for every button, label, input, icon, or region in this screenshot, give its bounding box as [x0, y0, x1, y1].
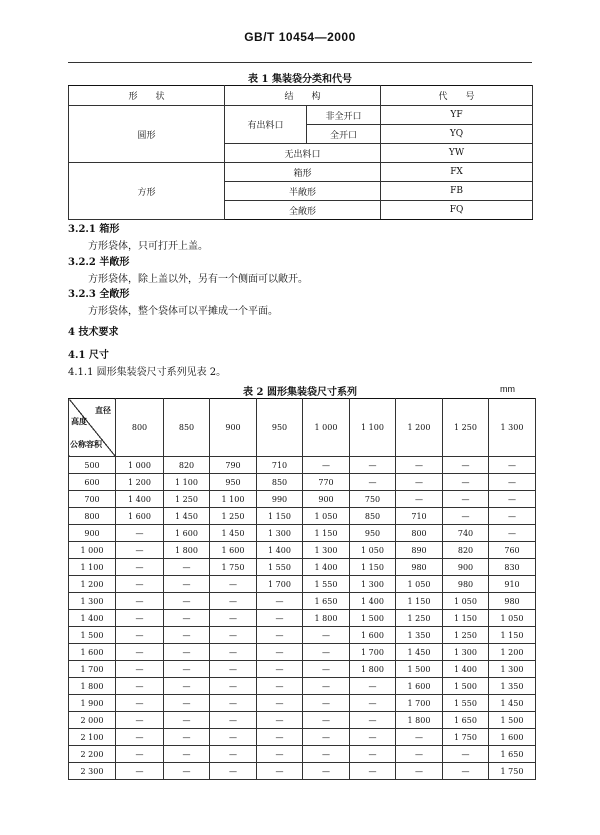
height-cell: —: [116, 746, 164, 763]
height-cell: 1 700: [396, 695, 443, 712]
height-cell: —: [257, 729, 303, 746]
height-cell: —: [210, 746, 257, 763]
capacity-cell: 2 300: [69, 763, 116, 780]
code-cell: FX: [381, 163, 533, 182]
table-row: [69, 678, 536, 695]
height-cell: —: [257, 644, 303, 661]
height-cell: —: [257, 627, 303, 644]
height-cell: —: [210, 576, 257, 593]
height-cell: —: [350, 474, 396, 491]
height-cell: —: [164, 729, 210, 746]
table2-caption: 表 2 圆形集装袋尺寸系列: [243, 387, 357, 398]
height-cell: —: [396, 763, 443, 780]
height-cell: —: [303, 746, 350, 763]
height-cell: —: [116, 576, 164, 593]
height-cell: 1 500: [350, 610, 396, 627]
height-cell: —: [164, 559, 210, 576]
height-cell: —: [164, 661, 210, 678]
section-4-1-1-text: 4.1.1 圆形集装袋尺寸系列见表 2。: [68, 367, 227, 378]
height-cell: 1 750: [443, 729, 489, 746]
height-cell: 1 250: [164, 491, 210, 508]
height-cell: 800: [396, 525, 443, 542]
table2-corner-cell: [69, 399, 116, 457]
height-cell: 1 400: [350, 593, 396, 610]
height-cell: 900: [443, 559, 489, 576]
height-cell: 1 400: [303, 559, 350, 576]
height-cell: 1 750: [489, 763, 536, 780]
height-cell: —: [443, 508, 489, 525]
header-rule: [68, 62, 532, 63]
height-cell: —: [303, 661, 350, 678]
classification-table: [68, 85, 533, 220]
height-cell: —: [164, 763, 210, 780]
height-cell: 1 700: [350, 644, 396, 661]
height-cell: —: [257, 661, 303, 678]
height-cell: 710: [257, 457, 303, 474]
section-4-1-heading: 4.1 尺寸: [68, 350, 109, 361]
height-cell: —: [303, 457, 350, 474]
height-cell: —: [210, 593, 257, 610]
height-cell: 1 300: [350, 576, 396, 593]
height-cell: —: [303, 695, 350, 712]
table-row: [69, 695, 536, 712]
height-cell: 740: [443, 525, 489, 542]
height-cell: —: [350, 712, 396, 729]
height-cell: —: [257, 695, 303, 712]
structure-cell: 箱形: [225, 163, 381, 182]
height-cell: —: [210, 712, 257, 729]
height-cell: 1 150: [489, 627, 536, 644]
height-cell: 1 800: [350, 661, 396, 678]
height-cell: —: [210, 763, 257, 780]
height-cell: —: [164, 712, 210, 729]
height-cell: 1 150: [396, 593, 443, 610]
height-cell: 1 600: [164, 525, 210, 542]
height-cell: 1 650: [443, 712, 489, 729]
height-cell: 1 650: [303, 593, 350, 610]
height-cell: 1 300: [257, 525, 303, 542]
height-cell: 1 750: [210, 559, 257, 576]
capacity-cell: 1 300: [69, 593, 116, 610]
height-cell: —: [396, 729, 443, 746]
capacity-cell: 2 200: [69, 746, 116, 763]
height-cell: 1 800: [164, 542, 210, 559]
height-cell: 1 500: [396, 661, 443, 678]
height-cell: —: [116, 559, 164, 576]
height-cell: —: [116, 763, 164, 780]
height-cell: 1 100: [164, 474, 210, 491]
height-cell: —: [116, 593, 164, 610]
height-cell: —: [164, 610, 210, 627]
height-cell: 900: [303, 491, 350, 508]
height-cell: —: [164, 746, 210, 763]
height-cell: —: [210, 644, 257, 661]
capacity-cell: 2 100: [69, 729, 116, 746]
capacity-cell: 1 800: [69, 678, 116, 695]
height-cell: 1 150: [257, 508, 303, 525]
height-cell: —: [210, 695, 257, 712]
header-shape: 形 状: [69, 86, 225, 106]
section-heading: 3.2.3 全敞形: [68, 289, 130, 300]
section-text: 方形袋体，整个袋体可以平摊成一个平面。: [88, 306, 278, 317]
size-series-table: [68, 398, 536, 780]
table-row: [69, 457, 536, 474]
capacity-cell: 800: [69, 508, 116, 525]
table-row: [69, 610, 536, 627]
section-3-2-3: [68, 288, 532, 319]
height-cell: —: [443, 746, 489, 763]
capacity-cell: 1 200: [69, 576, 116, 593]
height-cell: —: [303, 644, 350, 661]
capacity-cell: 900: [69, 525, 116, 542]
section-text: 方形袋体，只可打开上盖。: [88, 241, 208, 252]
height-cell: 1 450: [489, 695, 536, 712]
height-cell: —: [350, 746, 396, 763]
height-cell: —: [396, 457, 443, 474]
table-row: [69, 542, 536, 559]
code-cell: YF: [381, 106, 533, 125]
height-cell: —: [257, 746, 303, 763]
table-row: [69, 661, 536, 678]
section-heading: 3.2.2 半敞形: [68, 257, 130, 268]
height-cell: 1 050: [396, 576, 443, 593]
header-code: 代 号: [381, 86, 533, 106]
height-cell: —: [116, 542, 164, 559]
height-cell: 1 300: [443, 644, 489, 661]
height-cell: —: [443, 474, 489, 491]
height-cell: 990: [257, 491, 303, 508]
height-cell: 1 050: [350, 542, 396, 559]
height-cell: —: [396, 746, 443, 763]
table2-unit: mm: [500, 384, 515, 394]
height-cell: —: [303, 678, 350, 695]
table-row: [69, 763, 536, 780]
structure-cell: 全开口: [307, 125, 381, 144]
height-cell: —: [210, 678, 257, 695]
height-cell: —: [350, 678, 396, 695]
height-cell: —: [303, 729, 350, 746]
column-header: 1 200: [396, 399, 443, 457]
height-cell: —: [350, 729, 396, 746]
height-cell: 770: [303, 474, 350, 491]
height-cell: —: [396, 474, 443, 491]
code-cell: FQ: [381, 201, 533, 220]
height-cell: —: [257, 763, 303, 780]
column-header: 800: [116, 399, 164, 457]
header-structure: 结 构: [225, 86, 381, 106]
section-heading: 3.2.1 箱形: [68, 224, 120, 235]
height-cell: 790: [210, 457, 257, 474]
height-cell: 820: [164, 457, 210, 474]
section-3-2-2: [68, 256, 532, 287]
table-row: [69, 508, 536, 525]
corner-capacity-label: 公称容积: [70, 439, 102, 449]
height-cell: —: [116, 525, 164, 542]
height-cell: —: [257, 610, 303, 627]
height-cell: —: [116, 678, 164, 695]
table-row: [69, 729, 536, 746]
column-header: 850: [164, 399, 210, 457]
height-cell: —: [210, 610, 257, 627]
height-cell: —: [116, 610, 164, 627]
column-header: 1 100: [350, 399, 396, 457]
height-cell: 1 050: [303, 508, 350, 525]
height-cell: 1 550: [257, 559, 303, 576]
height-cell: 1 100: [210, 491, 257, 508]
height-cell: 1 050: [489, 610, 536, 627]
height-cell: 1 400: [257, 542, 303, 559]
table-row: [69, 474, 536, 491]
height-cell: —: [257, 593, 303, 610]
height-cell: —: [489, 491, 536, 508]
capacity-cell: 2 000: [69, 712, 116, 729]
height-cell: —: [350, 457, 396, 474]
height-cell: 820: [443, 542, 489, 559]
height-cell: 1 300: [489, 661, 536, 678]
height-cell: 1 600: [489, 729, 536, 746]
capacity-cell: 1 100: [69, 559, 116, 576]
capacity-cell: 700: [69, 491, 116, 508]
column-header: 900: [210, 399, 257, 457]
height-cell: 950: [350, 525, 396, 542]
column-header: 1 000: [303, 399, 350, 457]
table-row: [69, 627, 536, 644]
capacity-cell: 1 700: [69, 661, 116, 678]
height-cell: —: [350, 695, 396, 712]
height-cell: 1 250: [210, 508, 257, 525]
height-cell: 1 000: [116, 457, 164, 474]
height-cell: 980: [489, 593, 536, 610]
height-cell: 1 800: [303, 610, 350, 627]
shape-round: 圆形: [69, 106, 225, 163]
table-row: [69, 593, 536, 610]
corner-diameter-label: 直径: [95, 405, 111, 415]
table1-row: [69, 106, 533, 125]
height-cell: —: [164, 627, 210, 644]
table-row: [69, 491, 536, 508]
height-cell: —: [443, 763, 489, 780]
height-cell: 910: [489, 576, 536, 593]
height-cell: 1 500: [489, 712, 536, 729]
height-cell: 1 250: [396, 610, 443, 627]
height-cell: 1 400: [443, 661, 489, 678]
structure-cell: 非全开口: [307, 106, 381, 125]
height-cell: 1 150: [350, 559, 396, 576]
column-header: 950: [257, 399, 303, 457]
structure-cell: 无出料口: [225, 144, 381, 163]
height-cell: 1 050: [443, 593, 489, 610]
height-cell: 1 800: [396, 712, 443, 729]
capacity-cell: 1 500: [69, 627, 116, 644]
height-cell: 1 600: [210, 542, 257, 559]
column-header: 1 250: [443, 399, 489, 457]
height-cell: 830: [489, 559, 536, 576]
table-row: [69, 712, 536, 729]
height-cell: 1 450: [164, 508, 210, 525]
height-cell: 1 650: [489, 746, 536, 763]
height-cell: 1 200: [489, 644, 536, 661]
column-header: 1 300: [489, 399, 536, 457]
height-cell: —: [164, 678, 210, 695]
height-cell: —: [489, 525, 536, 542]
height-cell: 1 500: [443, 678, 489, 695]
height-cell: —: [489, 474, 536, 491]
code-cell: YW: [381, 144, 533, 163]
section-text: 方形袋体，除上盖以外，另有一个侧面可以敞开。: [88, 274, 308, 285]
height-cell: 750: [350, 491, 396, 508]
height-cell: —: [116, 729, 164, 746]
height-cell: —: [116, 695, 164, 712]
section-4-heading: 4 技术要求: [68, 327, 119, 338]
height-cell: —: [303, 627, 350, 644]
height-cell: —: [396, 491, 443, 508]
height-cell: —: [164, 644, 210, 661]
height-cell: —: [164, 593, 210, 610]
height-cell: —: [257, 712, 303, 729]
height-cell: —: [489, 508, 536, 525]
height-cell: 980: [443, 576, 489, 593]
structure-outlet: 有出料口: [225, 106, 307, 144]
page-header: GB/T 10454—2000: [244, 30, 356, 44]
height-cell: —: [257, 678, 303, 695]
height-cell: —: [443, 491, 489, 508]
height-cell: 1 450: [396, 644, 443, 661]
table-row: [69, 559, 536, 576]
height-cell: 1 550: [443, 695, 489, 712]
height-cell: —: [443, 457, 489, 474]
capacity-cell: 1 000: [69, 542, 116, 559]
height-cell: 1 200: [116, 474, 164, 491]
section-3-2-1: [68, 223, 532, 254]
height-cell: —: [164, 576, 210, 593]
structure-cell: 半敞形: [225, 182, 381, 201]
height-cell: 1 600: [116, 508, 164, 525]
height-cell: 1 300: [303, 542, 350, 559]
table1-header-row: [69, 86, 533, 106]
height-cell: 950: [210, 474, 257, 491]
height-cell: —: [116, 644, 164, 661]
height-cell: 1 700: [257, 576, 303, 593]
capacity-cell: 1 400: [69, 610, 116, 627]
height-cell: 850: [257, 474, 303, 491]
table-row: [69, 644, 536, 661]
height-cell: 1 400: [116, 491, 164, 508]
height-cell: —: [210, 627, 257, 644]
height-cell: 980: [396, 559, 443, 576]
height-cell: —: [116, 627, 164, 644]
height-cell: 1 350: [489, 678, 536, 695]
height-cell: —: [164, 695, 210, 712]
height-cell: —: [489, 457, 536, 474]
height-cell: 710: [396, 508, 443, 525]
corner-height-label: 高度: [71, 416, 87, 426]
table-row: [69, 576, 536, 593]
table2-header-row: [69, 399, 536, 457]
height-cell: 1 350: [396, 627, 443, 644]
height-cell: 1 150: [443, 610, 489, 627]
height-cell: —: [210, 661, 257, 678]
height-cell: —: [303, 763, 350, 780]
capacity-cell: 1 900: [69, 695, 116, 712]
table1-caption: 表 1 集装袋分类和代号: [248, 74, 352, 85]
height-cell: —: [303, 712, 350, 729]
height-cell: —: [210, 729, 257, 746]
code-cell: FB: [381, 182, 533, 201]
code-cell: YQ: [381, 125, 533, 144]
table-row: [69, 525, 536, 542]
height-cell: 1 450: [210, 525, 257, 542]
height-cell: 1 250: [443, 627, 489, 644]
capacity-cell: 600: [69, 474, 116, 491]
height-cell: —: [116, 661, 164, 678]
height-cell: —: [116, 712, 164, 729]
height-cell: 890: [396, 542, 443, 559]
table1-row: [69, 163, 533, 182]
height-cell: 1 600: [350, 627, 396, 644]
table-row: [69, 746, 536, 763]
height-cell: 1 550: [303, 576, 350, 593]
height-cell: 760: [489, 542, 536, 559]
capacity-cell: 500: [69, 457, 116, 474]
height-cell: 1 150: [303, 525, 350, 542]
capacity-cell: 1 600: [69, 644, 116, 661]
height-cell: 1 600: [396, 678, 443, 695]
height-cell: 850: [350, 508, 396, 525]
structure-cell: 全敞形: [225, 201, 381, 220]
shape-square: 方形: [69, 163, 225, 220]
height-cell: —: [350, 763, 396, 780]
